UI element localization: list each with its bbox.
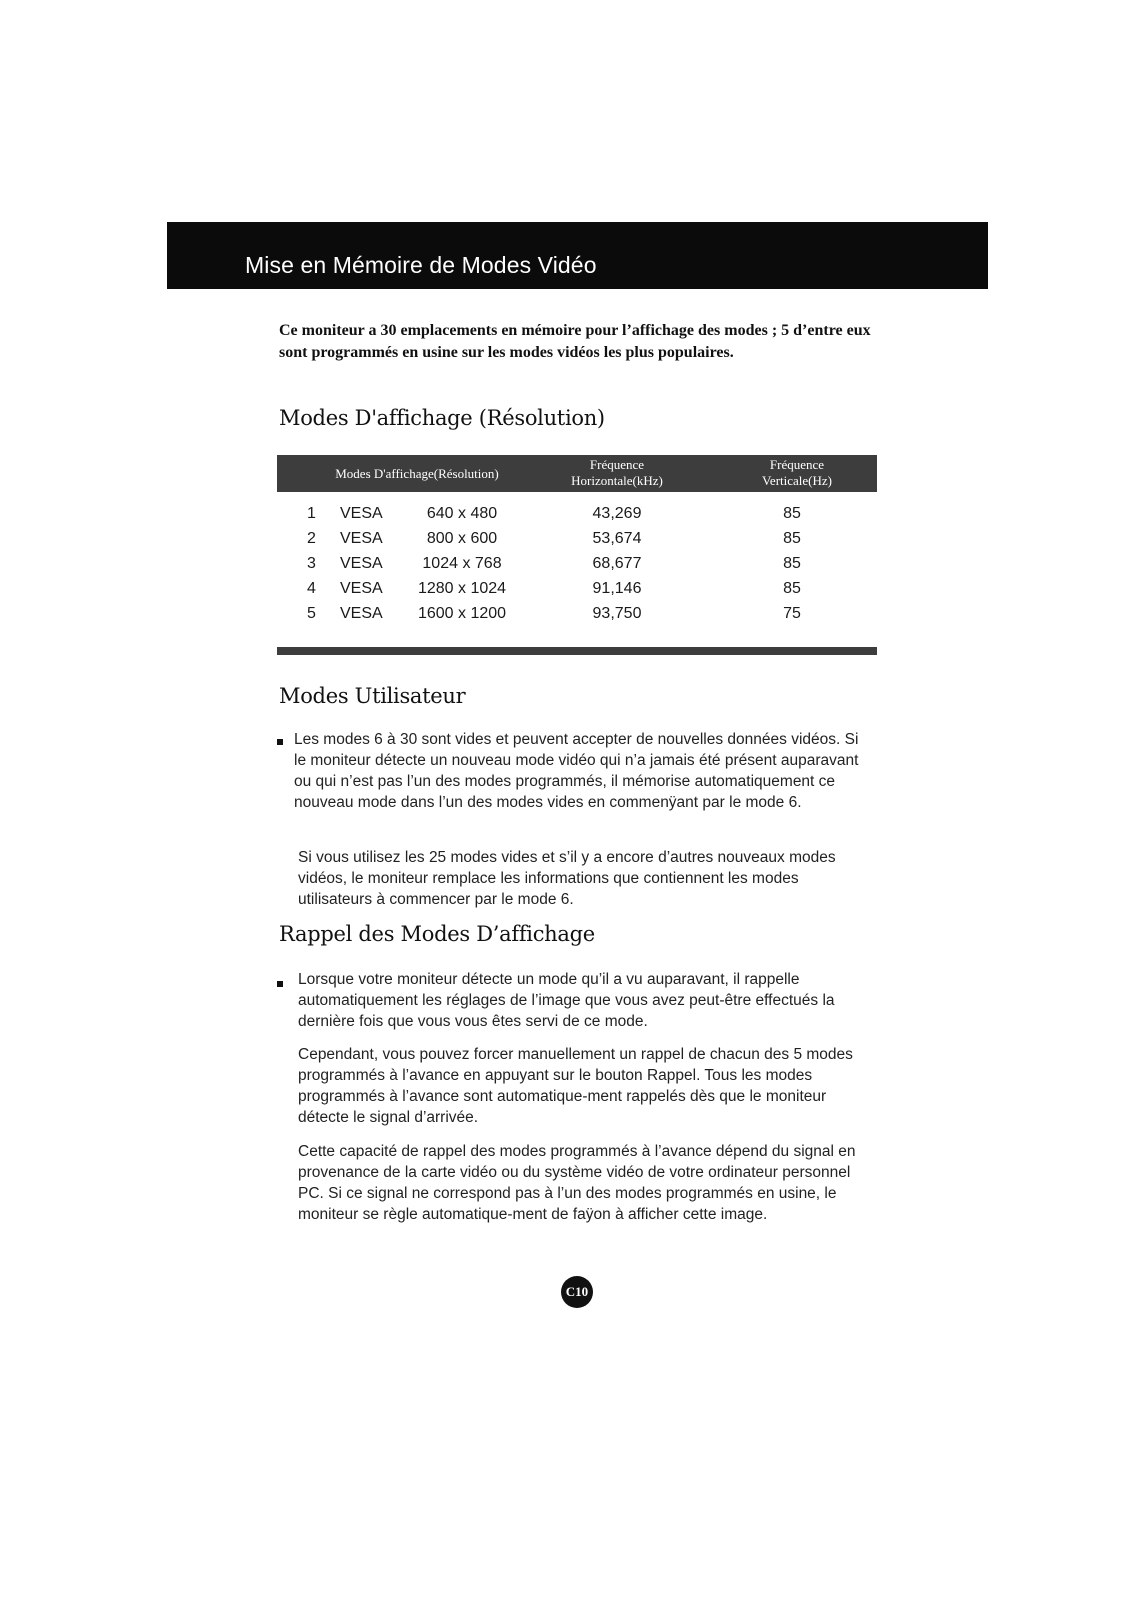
user-modes-paragraph-2: Si vous utilisez les 25 modes vides et s’il y a encore d’autres nouveaux modes vidéos, le moniteur remplace les informations que contiennent les modes utilisateurs à commencer par le mode 6. [298, 849, 836, 908]
bullet-icon [277, 739, 283, 745]
cell-num: 5 [307, 605, 316, 622]
cell-hfreq: 91,146 [592, 580, 642, 597]
display-modes-heading: Modes D'affichage (Résolution) [279, 406, 605, 430]
cell-standard: VESA [340, 555, 383, 572]
page-title: Mise en Mémoire de Modes Vidéo [245, 252, 597, 278]
cell-num: 4 [307, 580, 316, 597]
col-header-vfreq [727, 457, 867, 489]
user-modes-heading: Modes Utilisateur [279, 684, 466, 708]
cell-num: 2 [307, 530, 316, 547]
cell-hfreq: 43,269 [592, 505, 642, 522]
col-header-hfreq [547, 457, 687, 489]
recall-modes-heading: Rappel des Modes D’affichage [279, 922, 595, 946]
cell-resolution: 1600 x 1200 [417, 605, 507, 622]
user-modes-paragraph-1: Les modes 6 à 30 sont vides et peuvent accepter de nouvelles données vidéos. Si le moniteur détecte un nouveau mode vidéo qui n’a jamais été présent auparavant ou qui n’est pas l’un des modes programmés, il mémorise automatiquement ce nouveau mode dans l’un des modes vides en commenÿant par le mode 6. [294, 731, 859, 811]
table-header [277, 455, 877, 492]
table-row [277, 530, 877, 555]
col-header-vfreq-line2: Verticale(Hz) [761, 473, 832, 488]
recall-paragraph-1: Lorsque votre moniteur détecte un mode qu’il a vu auparavant, il rappelle automatiquement les réglages de l’image que vous avez peut-être effectués la dernière fois que vous vous êtes servi de ce mode. [298, 971, 835, 1030]
cell-vfreq: 85 [783, 505, 801, 522]
table-row [277, 505, 877, 530]
cell-resolution: 800 x 600 [426, 530, 498, 547]
cell-resolution: 1280 x 1024 [417, 580, 507, 597]
cell-standard: VESA [340, 605, 383, 622]
cell-hfreq: 93,750 [592, 605, 642, 622]
cell-resolution: 1024 x 768 [422, 555, 502, 572]
cell-standard: VESA [340, 530, 383, 547]
recall-paragraph-2: Cependant, vous pouvez forcer manuellement un rappel de chacun des 5 modes programmés à l’avance en appuyant sur le bouton Rappel. Tous les modes programmés à l’avance sont automatique-ment rappelés dès que le moniteur détecte le signal d’arrivée. [298, 1046, 853, 1126]
col-header-mode: Modes D'affichage(Résolution) [335, 466, 499, 481]
cell-hfreq: 68,677 [592, 555, 642, 572]
page-number-badge: C10 [561, 1276, 593, 1308]
col-header-hfreq-line1: Fréquence [589, 457, 645, 472]
bullet-icon [277, 981, 283, 987]
table-row [277, 555, 877, 580]
cell-standard: VESA [340, 505, 383, 522]
cell-hfreq: 53,674 [592, 530, 642, 547]
table-row [277, 580, 877, 605]
recall-paragraph-3: Cette capacité de rappel des modes programmés à l’avance dépend du signal en provenance de la carte vidéo ou du système vidéo de votre ordinateur personnel PC. Si ce signal ne correspond pas à l’un des modes programmés en usine, le moniteur se règle automatique-ment de faÿon à afficher cette image. [298, 1143, 856, 1223]
cell-standard: VESA [340, 580, 383, 597]
cell-resolution: 640 x 480 [426, 505, 498, 522]
col-header-vfreq-line1: Fréquence [769, 457, 825, 472]
table-footer-rule [277, 647, 877, 655]
cell-vfreq: 75 [783, 605, 801, 622]
cell-vfreq: 85 [783, 580, 801, 597]
col-header-hfreq-line2: Horizontale(kHz) [571, 473, 663, 488]
table-row [277, 605, 877, 630]
cell-num: 1 [307, 505, 316, 522]
cell-vfreq: 85 [783, 530, 801, 547]
header-banner [167, 222, 988, 289]
cell-num: 3 [307, 555, 316, 572]
intro-text: Ce moniteur a 30 emplacements en mémoire pour l’affichage des modes ; 5 d’entre eux sont programmés en usine sur les modes vidéos les plus populaires. [279, 322, 871, 361]
cell-vfreq: 85 [783, 555, 801, 572]
